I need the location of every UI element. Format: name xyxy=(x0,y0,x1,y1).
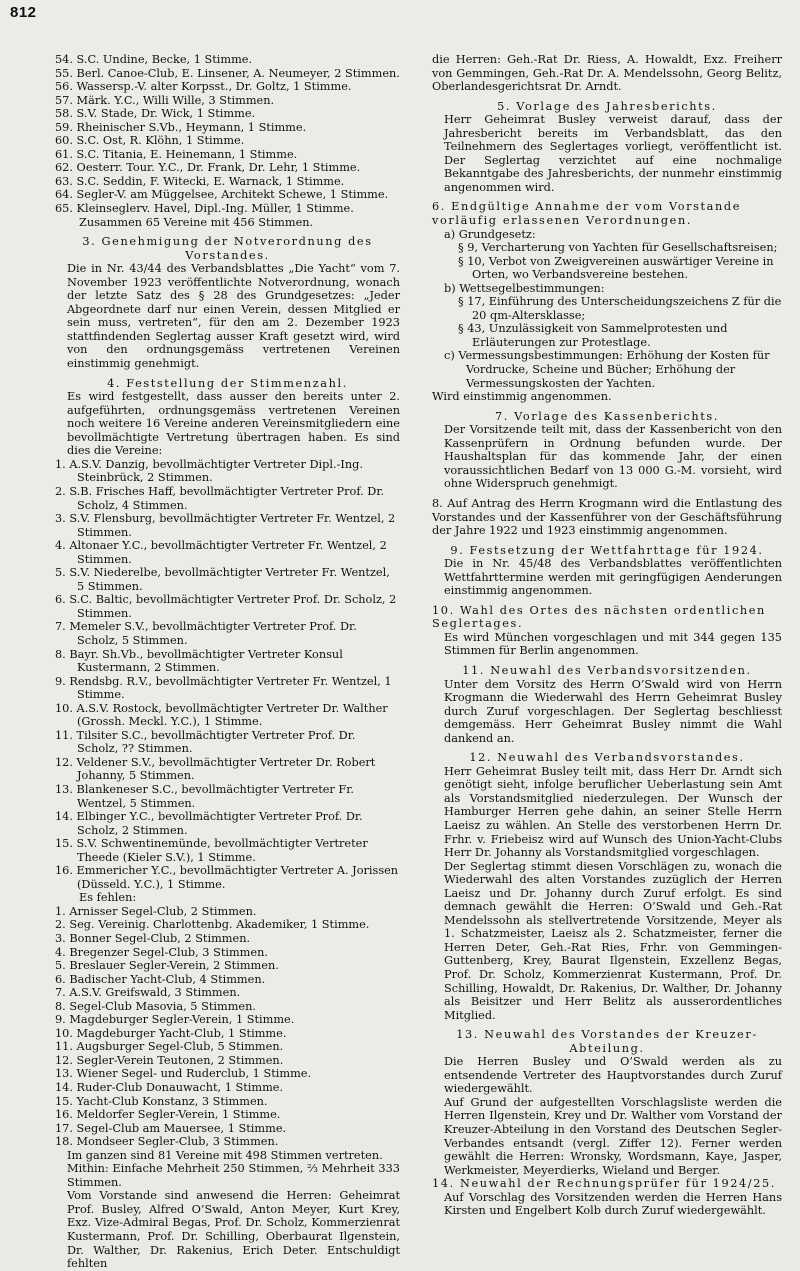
list-item: 8. Bayr. Sh.Vb., bevollmächtigter Vertreter Konsul Kustermann, 2 Stimmen. xyxy=(55,647,343,675)
list-item: 60. S.C. Ost, R. Klöhn, 1 Stimme. xyxy=(55,134,245,148)
majority-text: Mithin: Einfache Mehrheit 250 Stimmen, ⅔ Mehrheit 333 Stimmen. xyxy=(67,1162,400,1189)
section-9-text: Die in Nr. 45/48 des Verbandsblattes veröffentlichten Wettfahrttermine werden mit geringfügigen Aenderungen einstimmig angenommen. xyxy=(444,557,782,598)
list-item: 62. Oesterr. Tour. Y.C., Dr. Frank, Dr. Lehr, 1 Stimme. xyxy=(55,161,361,175)
list-item: 4. Bregenzer Segel-Club, 3 Stimmen. xyxy=(55,945,268,959)
missing-label: Es fehlen: xyxy=(79,891,137,905)
section-6-heading: 6. Endgültige Annahme der vom Vorstande vorläufig erlassenen Verordnungen. xyxy=(432,200,741,228)
page-number: 812 xyxy=(10,4,37,21)
section-6-result: Wird einstimmig angenommen. xyxy=(432,390,612,404)
list-item: § 10, Verbot von Zweigvereinen auswärtiger Vereine in Orten, wo Verbandsvereine bestehen. xyxy=(458,254,774,282)
section-11-text: Unter dem Vorsitz des Herrn O’Swald wird von Herrn Krogmann die Wiederwahl des Herrn Geheimrat Busley durch Zuruf vorgeschlagen. Der Seglertag beschliesst demgemäss. Herr Geheimrat Busley nimmt die Wahl dankend an. xyxy=(444,677,782,745)
list-item: a) Grundgesetz: xyxy=(444,227,536,241)
list-item: 15. Yacht-Club Konstanz, 3 Stimmen. xyxy=(55,1094,268,1108)
list-item: 9. Magdeburger Segler-Verein, 1 Stimme. xyxy=(55,1013,295,1027)
list-item: 55. Berl. Canoe-Club, E. Linsener, A. Neumeyer, 2 Stimmen. xyxy=(55,66,400,80)
list-item: 10. A.S.V. Rostock, bevollmächtigter Vertreter Dr. Walther (Grossh. Meckl. Y.C.), 1 Stimme. xyxy=(55,701,388,729)
list-item: 17. Segel-Club am Mauersee, 1 Stimme. xyxy=(55,1121,287,1135)
list-item: 54. S.C. Undine, Becke, 1 Stimme. xyxy=(55,53,253,66)
list-item: 9. Rendsbg. R.V., bevollmächtigter Vertreter Fr. Wentzel, 1 Stimme. xyxy=(55,674,392,702)
section-8-text: 8. Auf Antrag des Herrn Krogmann wird die Entlastung des Vorstandes und der Kassenführer von der Geschäftsführung der Jahre 1922 und 1923 einstimmig angenommen. xyxy=(432,496,782,538)
list-item: 7. Memeler S.V., bevollmächtigter Vertreter Prof. Dr. Scholz, 5 Stimmen. xyxy=(55,620,357,647)
list-item: 6. Badischer Yacht-Club, 4 Stimmen. xyxy=(55,972,266,986)
section-13-text-2: Auf Grund der aufgestellten Vorschlagsliste werden die Herren Ilgenstein, Krey und Dr. Walther vom Vorstand der Kreuzer-Abteilung in den Vorstand des Deutschen Segler-Verbandes entsandt (vergl. Ziffer 12). Ferner werden gewählt die Herren: Wronsky, Wordsmann, Kaye, Jasper, Werkmeister, Meyerdierks, Wieland und Berger. xyxy=(444,1095,782,1177)
missing-clubs-list xyxy=(55,905,400,1149)
list-item: 63. S.C. Seddin, F. Witecki, E. Warnack, 1 Stimme. xyxy=(55,174,345,188)
list-item: 16. Emmericher Y.C., bevollmächtigter Vertreter A. Jorissen (Düsseld. Y.C.), 1 Stimme. xyxy=(55,864,399,891)
list-item: b) Wettsegelbestimmungen: xyxy=(444,281,605,295)
section-14-text: Auf Vorschlag des Vorsitzenden werden die Herren Hans Kirsten und Engelbert Kolb durch Zuruf wiedergewählt. xyxy=(444,1190,782,1218)
clubs-list-continued xyxy=(55,53,400,229)
list-item: 8. Segel-Club Masovia, 5 Stimmen. xyxy=(55,999,256,1013)
section-4-text: Es wird festgestellt, dass ausser den bereits unter 2. aufgeführten, ordnungsgemäss vertretenen Vereinen noch weitere 16 Vereine anderen Vereinsmitgliedern eine bevollmächtigte Vertretung übertragen haben. Es sind dies die Vereine: xyxy=(67,390,400,458)
list-item: 11. Tilsiter S.C., bevollmächtigter Vertreter Prof. Dr. Scholz, ?? Stimmen. xyxy=(55,728,356,756)
section-13-text-1: Die Herren Busley und O’Swald werden als zu entsendende Vertreter des Hauptvorstandes durch Zuruf wiedergewählt. xyxy=(444,1055,782,1096)
section-3-heading: 3. Genehmigung der Notverordnung des Vorstandes. xyxy=(82,235,373,262)
list-item: § 43, Unzulässigkeit von Sammelprotesten und Erläuterungen zur Protestlage. xyxy=(458,322,728,349)
list-item: 1. Arnisser Segel-Club, 2 Stimmen. xyxy=(55,904,257,918)
list-item: 12. Segler-Verein Teutonen, 2 Stimmen. xyxy=(55,1053,284,1067)
board-absent-text: die Herren: Geh.-Rat Dr. Riess, A. Howaldt, Exz. Freiherr von Gemmingen, Geh.-Rat Dr. A. Mendelssohn, Georg Belitz, Oberlandesgerichtsrat Dr. Arndt. xyxy=(432,53,782,94)
list-item: 10. Magdeburger Yacht-Club, 1 Stimme. xyxy=(55,1026,287,1040)
list-item: 7. A.S.V. Greifswald, 3 Stimmen. xyxy=(55,986,241,1000)
list-item: 3. Bonner Segel-Club, 2 Stimmen. xyxy=(55,932,251,945)
list-item: 56. Wassersp.-V. alter Korpsst., Dr. Goltz, 1 Stimme. xyxy=(55,80,352,94)
list-item: 1. A.S.V. Danzig, bevollmächtigter Vertreter Dipl.-Ing. Steinbrück, 2 Stimmen. xyxy=(55,457,363,485)
section-12-text-1: Herr Geheimrat Busley teilt mit, dass Herr Dr. Arndt sich genötigt sieht, infolge beruflicher Ueberlastung sein Amt als Vorstandsmitglied niederzulegen. Der Wunsch der Hamburger Herren gehe dahin, an seiner Stelle Herrn Laeisz zu wählen. An Stelle des verstorbenen Herrn Dr. Frhr. v. Friebeisz wird auf Wunsch des Union-Yacht-Clubs Herr Dr. Johanny als Vorstandsmitglied vorgeschlagen. xyxy=(444,764,782,860)
section-5-text: Herr Geheimrat Busley verweist darauf, dass der Jahresbericht bereits im Verbandsblatt, das den Teilnehmern des Seglertages vorliegt, veröffentlicht ist. Der Seglertag verzichtet auf eine nochmalige Bekanntgabe des Jahresberichts, der nunmehr einstimmig angenommen wird. xyxy=(444,113,782,194)
list-item: 5. Breslauer Segler-Verein, 2 Stimmen. xyxy=(55,959,279,973)
section-14-heading: 14. Neuwahl der Rechnungsprüfer für 1924/25. xyxy=(432,1177,776,1191)
list-item: 11. Augsburger Segel-Club, 5 Stimmen. xyxy=(55,1040,284,1054)
list-item: 14. Elbinger Y.C., bevollmächtigter Vertreter Prof. Dr. Scholz, 2 Stimmen. xyxy=(55,810,363,837)
section-12-text-2: Der Seglertag stimmt diesen Vorschlägen zu, wonach die Wiederwahl des alten Vorstandes zuzüglich der Herren Laeisz und Dr. Johanny durch Zuruf erfolgt. Es sind demnach gewählt die Herren: O’Swald und Geh.-Rat Mendelssohn als stellvertretende Vorsitzende, Meyer als 1. Schatzmeister, Laeisz als 2. Schatzmeister, ferner die Herren Deter, Geh.-Rat Ries, Frhr. von Gemmingen-Guttenberg, Krey, Baurat Ilgenstein, Exzellenz Begas, Prof. Dr. Scholz, Kommerzienrat Kustermann, Prof. Dr. Schilling, Howaldt, Dr. Rakenius, Dr. Walther, Dr. Johanny als Beisitzer und Herr Belitz als ausserordentliches Mitglied. xyxy=(444,859,782,1022)
list-item: 5. S.V. Niederelbe, bevollmächtigter Vertreter Fr. Wentzel, 5 Stimmen. xyxy=(55,566,390,593)
list-item: 13. Blankeneser S.C., bevollmächtigter Vertreter Fr. Wentzel, 5 Stimmen. xyxy=(55,782,355,810)
list-item: 16. Meldorfer Segler-Verein, 1 Stimme. xyxy=(55,1108,281,1122)
section-9-heading: 9. Festsetzung der Wettfahrttage für 1924. xyxy=(450,543,764,557)
list-item: 14. Ruder-Club Donauwacht, 1 Stimme. xyxy=(55,1081,284,1095)
list-item: 61. S.C. Titania, E. Heinemann, 1 Stimme. xyxy=(55,147,298,161)
list-item: 59. Rheinischer S.Vb., Heymann, 1 Stimme. xyxy=(55,120,307,134)
list-item: 6. S.C. Baltic, bevollmächtigter Vertreter Prof. Dr. Scholz, 2 Stimmen. xyxy=(55,593,397,620)
section-7-heading: 7. Vorlage des Kassenberichts. xyxy=(494,409,720,423)
list-item: 3. S.V. Flensburg, bevollmächtigter Vertreter Fr. Wentzel, 2 Stimmen. xyxy=(55,512,396,539)
list-item: 2. Seg. Vereinig. Charlottenbg. Akademiker, 1 Stimme. xyxy=(55,918,370,932)
list-item: 57. Märk. Y.C., Willi Wille, 3 Stimmen. xyxy=(55,93,275,107)
represented-clubs-list xyxy=(55,458,400,892)
list-item: § 9, Vercharterung von Yachten für Gesellschaftsreisen; xyxy=(458,241,778,255)
total-text: Im ganzen sind 81 Vereine mit 498 Stimmen vertreten. xyxy=(67,1148,383,1162)
section-12-heading: 12. Neuwahl des Verbandsvorstandes. xyxy=(469,751,745,765)
list-item: 65. Kleinseglerv. Havel, Dipl.-Ing. Müller, 1 Stimme. xyxy=(55,202,354,216)
list-item: 15. S.V. Schwentinemünde, bevollmächtigter Vertreter Theede (Kieler S.V.), 1 Stimme. xyxy=(55,837,368,864)
section-5-heading: 5. Vorlage des Jahresberichts. xyxy=(497,99,717,113)
section-4-heading: 4. Feststellung der Stimmenzahl. xyxy=(107,376,348,390)
section-3-text: Die in Nr. 43/44 des Verbandsblattes „Die Yacht“ vom 7. November 1923 veröffentlichte Notverordnung, wonach der letzte Satz des § 28 des Grundgesetzes: „Jeder Abgeordnete darf nur einen Verein, dessen Mitglied er sein muss, vertreten“, für den am 2. Dezember 1923 stattfindenden Seglertag ausser Kraft gesetzt wird, wird von den ordnungsgemäss vertretenen Vereinen einstimmig genehmigt. xyxy=(67,262,400,371)
section-6-list xyxy=(432,228,782,391)
section-10-text: Es wird München vorgeschlagen und mit 344 gegen 135 Stimmen für Berlin angenommen. xyxy=(444,630,782,658)
clubs-total: Zusammen 65 Vereine mit 456 Stimmen. xyxy=(79,215,314,229)
list-item: 4. Altonaer Y.C., bevollmächtigter Vertreter Fr. Wentzel, 2 Stimmen. xyxy=(55,539,387,566)
board-present-text: Vom Vorstande sind anwesend die Herren: Geheimrat Prof. Busley, Alfred O’Swald, Anton Meyer, Kurt Krey, Exz. Vize-Admiral Begas, Prof. Dr. Scholz, Kommerzienrat Kustermann, Prof. Dr. Schilling, Oberbaurat Ilgenstein, Dr. Walther, Dr. Rakenius, Erich Deter. Entschuldigt fehlten xyxy=(67,1189,400,1271)
list-item: 58. S.V. Stade, Dr. Wick, 1 Stimme. xyxy=(55,107,256,121)
list-item: 64. Segler-V. am Müggelsee, Architekt Schewe, 1 Stimme. xyxy=(55,188,389,202)
left-column xyxy=(55,53,400,1271)
section-10-heading: 10. Wahl des Ortes des nächsten ordentlichen Seglertages. xyxy=(432,603,766,631)
section-11-heading: 11. Neuwahl des Verbandsvorsitzenden. xyxy=(462,663,752,677)
list-item: 13. Wiener Segel- und Ruderclub, 1 Stimme. xyxy=(55,1067,312,1081)
right-column xyxy=(432,53,782,1218)
list-item: 2. S.B. Frisches Haff, bevollmächtigter Vertreter Prof. Dr. Scholz, 4 Stimmen. xyxy=(55,484,385,512)
section-13-heading: 13. Neuwahl des Vorstandes der Kreuzer-Abteilung. xyxy=(456,1028,758,1055)
list-item: 12. Veldener S.V., bevollmächtigter Vertreter Dr. Robert Johanny, 5 Stimmen. xyxy=(55,755,376,783)
section-7-text: Der Vorsitzende teilt mit, dass der Kassenbericht von den Kassenprüfern in Ordnung befunden wurde. Der Haushaltsplan für das kommende Jahr, der einen voraussichtlichen Bedarf von 13 000 G.-M. vorsieht, wird ohne Widerspruch genehmigt. xyxy=(444,423,782,491)
list-item: § 17, Einführung des Unterscheidungszeichens Z für die 20 qm-Altersklasse; xyxy=(458,295,782,322)
list-item: 18. Mondseer Segler-Club, 3 Stimmen. xyxy=(55,1135,279,1149)
list-item: c) Vermessungsbestimmungen: Erhöhung der Kosten für Vordrucke, Scheine und Bücher; Erhöhung der Vermessungskosten der Yachten. xyxy=(444,349,770,390)
